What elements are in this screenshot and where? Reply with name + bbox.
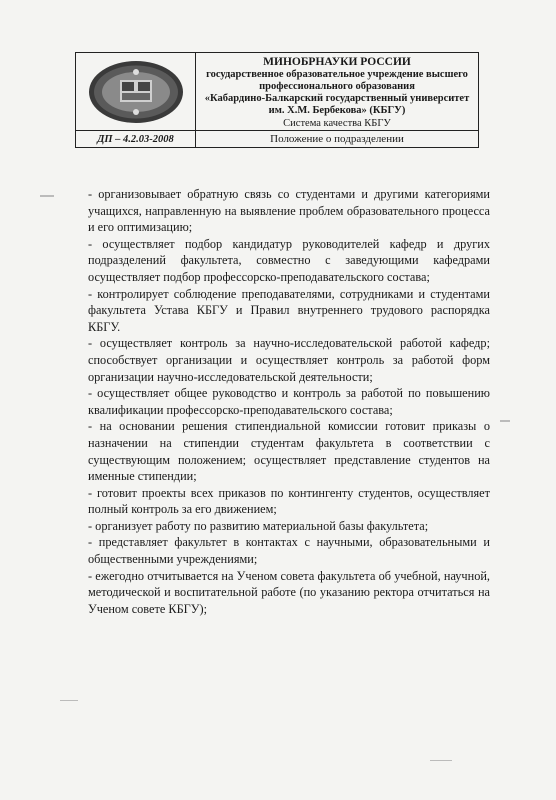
paragraph: - осуществляет общее руководство и контроль за работой по повышению квалификации профессорско-преподавательского состава; [88, 386, 490, 417]
scan-artifact [40, 195, 54, 197]
document-body [88, 186, 490, 617]
scan-artifact [60, 700, 78, 701]
university-emblem-icon [86, 58, 186, 126]
org-line-2: профессионального образования [259, 81, 415, 92]
quality-system-label: Система качества КБГУ [283, 118, 391, 129]
document-title: Положение о подразделении [270, 133, 404, 145]
paragraph: - на основании решения стипендиальной комиссии готовит приказы о назначении на стипендии студентам факультета в соответствии с существующим положением; осуществляет представление студентов на именные стипендии; [88, 419, 490, 484]
paragraph: - контролирует соблюдение преподавателями, сотрудниками и студентами факультета Устава КБГУ и Правил внутреннего трудового распорядка КБГУ. [88, 286, 490, 334]
org-line-3: «Кабардино-Балкарский государственный университет [204, 93, 470, 104]
scan-artifact [500, 420, 510, 422]
scan-artifact [430, 760, 452, 761]
paragraph: - осуществляет подбор кандидатур руководителей кафедр и других подразделений факультета, совместно с заведующими кафедрами осуществляет подбор профессорско-преподавательского состава; [88, 236, 490, 284]
paragraph: - готовит проекты всех приказов по контингенту студентов, осуществляет полный контроль за его движением; [88, 485, 490, 517]
document-header [75, 52, 479, 148]
logo-cell [76, 53, 196, 131]
ministry-name: МИНОБРНАУКИ РОССИИ [263, 56, 411, 68]
org-line-1: государственное образовательное учреждение высшего [206, 69, 468, 80]
paragraph: - осуществляет контроль за научно-исследовательской работой кафедр; способствует организации и осуществляет контроль за работой форм организации научно-исследовательской деятельности; [88, 336, 490, 384]
paragraph: - ежегодно отчитывается на Ученом совета факультета об учебной, научной, методической и воспитательной работе (по указанию ректора отчитаться на Ученом совете КБГУ); [88, 568, 490, 616]
paragraph: - представляет факультет в контактах с научными, образовательными и общественными учреждениями; [88, 535, 490, 567]
org-line-4: им. Х.М. Бербекова» (КБГУ) [268, 105, 406, 116]
document-code: ДП – 4.2.03-2008 [76, 131, 196, 147]
paragraph: - организовывает обратную связь со студентами и другими категориями учащихся, направленную на выявление проблем образовательного процесса и его оптимизацию; [88, 187, 490, 235]
paragraph: - организует работу по развитию материальной базы факультета; [88, 518, 429, 533]
